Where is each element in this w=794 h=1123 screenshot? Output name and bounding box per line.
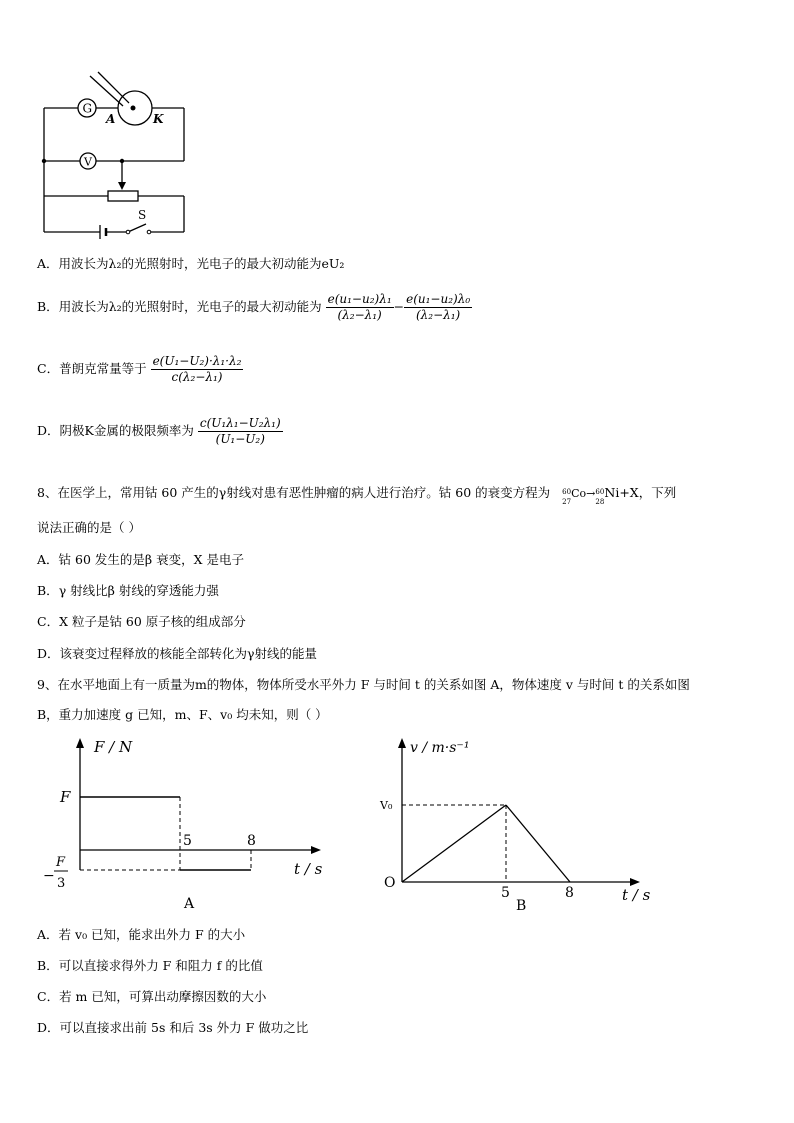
- option-letter: A．: [37, 927, 59, 942]
- option-letter: C．: [37, 989, 60, 1004]
- tick-label-5: 5: [183, 833, 192, 849]
- q7-option-c: [37, 354, 243, 385]
- numerator: e(u₁−u₂)λ₀: [406, 292, 471, 306]
- option-text: 若 m 已知，可算出动摩擦因数的大小: [59, 989, 267, 1004]
- cathode-label: K: [153, 112, 164, 126]
- co-mass-number: 60: [562, 488, 572, 496]
- y-axis-label: v / m·s⁻¹: [410, 740, 470, 756]
- level-low-numerator: F: [56, 855, 66, 870]
- peak-label: V₀: [380, 799, 393, 812]
- q8-stem-line2: 说法正确的是（ ）: [37, 520, 141, 535]
- graph-caption: A: [184, 896, 195, 912]
- numerator: c(U₁λ₁−U₂λ₁): [199, 416, 281, 430]
- minus-sign: −: [393, 299, 405, 314]
- numerator: e(u₁−u₂)λ₁: [327, 292, 392, 306]
- ni-symbol: Ni+X，下列: [604, 485, 677, 500]
- option-prefix: 阴极K金属的极限频率为: [59, 423, 194, 438]
- decay-equation: [562, 485, 677, 506]
- origin-label: O: [384, 875, 396, 891]
- tick-label-8: 8: [247, 833, 256, 849]
- denominator: (λ₂−λ₁): [337, 308, 382, 322]
- x-axis-label: t / s: [294, 860, 323, 878]
- q8-stem-text: 8、在医学上，常用钴 60 产生的γ射线对患有恶性肿瘤的病人进行治疗。钴 60 的衰变方程为: [37, 485, 551, 500]
- option-letter: D．: [37, 1020, 60, 1035]
- graph-caption: B: [516, 898, 527, 914]
- q7-option-d: [37, 416, 283, 447]
- option-text: 该衰变过程释放的核能全部转化为γ射线的能量: [59, 646, 318, 661]
- galvanometer-label: G: [82, 101, 93, 116]
- option-letter: D．: [37, 423, 60, 438]
- q7-option-a: [37, 256, 344, 272]
- q9-stem-line1: 9、在水平地面上有一质量为m的物体，物体所受水平外力 F 与时间 t 的关系如图 A，物体速度 v 与时间 t 的关系如图: [37, 677, 690, 692]
- option-text: 若 v₀ 已知，能求出外力 F 的大小: [58, 927, 246, 942]
- tick-label-8: 8: [565, 885, 574, 901]
- ni-mass-number: 60: [595, 488, 605, 496]
- graph-b: [370, 730, 670, 915]
- tick-label-5: 5: [501, 885, 510, 901]
- velocity-rise: [402, 805, 506, 882]
- q8-stem-line1: [37, 485, 677, 506]
- option-text: 可以直接求出前 5s 和后 3s 外力 F 做功之比: [59, 1020, 309, 1035]
- option-letter: D．: [37, 646, 60, 661]
- numerator: e(U₁−U₂)·λ₁·λ₂: [152, 354, 242, 368]
- denominator: (U₁−U₂): [215, 432, 265, 446]
- option-text: γ 射线比β 射线的穿透能力强: [58, 583, 219, 598]
- option-letter: B．: [37, 583, 59, 598]
- circuit-diagram: [30, 68, 200, 248]
- switch-label: S: [138, 208, 147, 222]
- ni-atomic-number: 28: [595, 498, 605, 506]
- q9-option-d: [37, 1020, 308, 1036]
- option-prefix: 用波长为λ₂的光照射时，光电子的最大初动能为: [58, 299, 322, 314]
- q8-option-c: [37, 614, 246, 630]
- option-text: 可以直接求得外力 F 和阻力 f 的比值: [58, 958, 263, 973]
- co-symbol: Co: [571, 487, 587, 500]
- y-axis-label: F / N: [94, 738, 133, 756]
- option-letter: C．: [37, 361, 60, 376]
- q8-option-a: [37, 552, 244, 568]
- level-high-label: F: [60, 788, 71, 806]
- option-text: X 粒子是钴 60 原子核的组成部分: [59, 614, 246, 629]
- option-letter: B．: [37, 299, 59, 314]
- x-axis-label: t / s: [622, 886, 651, 904]
- arrow: →: [586, 487, 596, 500]
- graph-a: [40, 730, 340, 915]
- option-letter: A．: [37, 552, 59, 567]
- option-prefix: 普朗克常量等于: [59, 361, 147, 376]
- level-low-sign: −: [43, 868, 55, 884]
- denominator: (λ₂−λ₁): [415, 308, 461, 322]
- q8-option-d: [37, 646, 317, 662]
- fraction: [151, 354, 244, 385]
- q9-option-b: [37, 958, 263, 974]
- fraction: [404, 292, 472, 323]
- q9-stem-line2: B，重力加速度 g 已知，m、F、v₀ 均未知，则（ ）: [37, 707, 328, 722]
- option-letter: B．: [37, 958, 59, 973]
- q9-option-c: [37, 989, 266, 1005]
- q8-option-b: [37, 583, 219, 599]
- fraction: [326, 292, 394, 323]
- velocity-fall: [506, 805, 570, 882]
- option-letter: A．: [37, 256, 59, 271]
- option-text: 用波长为λ₂的光照射时，光电子的最大初动能为eU₂: [58, 256, 345, 271]
- level-low-denominator: 3: [57, 876, 66, 891]
- option-letter: C．: [37, 614, 60, 629]
- q9-option-a: [37, 927, 245, 943]
- anode-label: A: [106, 112, 116, 126]
- voltmeter-label: V: [84, 155, 92, 169]
- co-atomic-number: 27: [562, 498, 572, 506]
- denominator: c(λ₂−λ₁): [171, 370, 223, 384]
- option-text: 钴 60 发生的是β 衰变，X 是电子: [58, 552, 244, 567]
- q7-option-b: [37, 292, 472, 323]
- fraction: [198, 416, 283, 447]
